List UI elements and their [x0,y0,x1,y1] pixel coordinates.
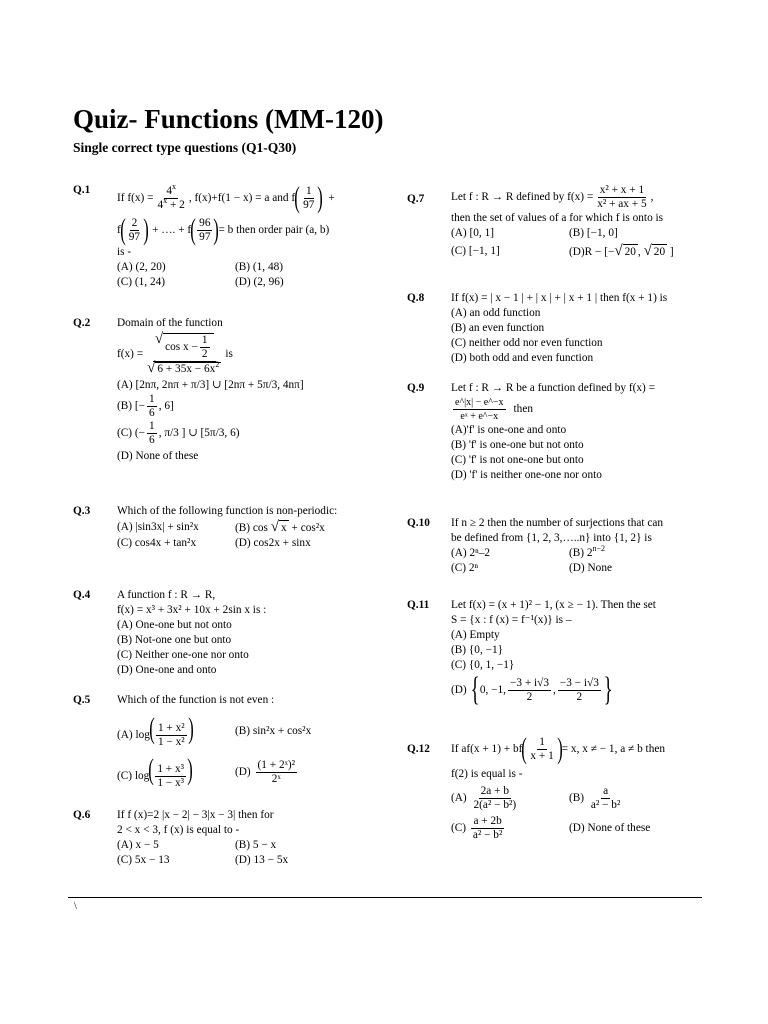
option-c: (C) [−1, 1] [451,245,500,257]
option-d: (D) None of these [117,450,199,462]
option-a: (A) [2nπ, 2nπ + π/3] ∪ [2nπ + 5π/3, 4nπ] [117,379,304,391]
option-b: (B) [− $\frac{1}{6}$ , 6] [117,393,174,419]
option-d: (D) (2, 96) [235,276,284,288]
options-row [117,520,362,536]
page-title: Quiz- Functions (MM-120) [73,104,384,134]
page-subtitle: Single correct type questions (Q1-Q30) [73,140,297,155]
option-a: (A) |sin3x| + sin²x [117,521,199,533]
question-number: Q.11 [407,599,430,611]
option-c: (C) Neither one-one nor onto [117,649,249,661]
fraction: $\frac{1}{97}$ [303,184,315,211]
option-a: (A) log( $\frac{\text{1 + x²}}{\text{1 − x²}}$ ) [117,712,194,748]
fraction: $\frac{2}{97}$ [128,216,141,243]
options-row [117,536,362,551]
option-b: (B) $\frac{a}{\text{a² − b²}}$ [569,785,621,811]
fraction: √ cos x − $\frac{1}{2}$ √ $6 + 35x - 6x^2$ [147,331,220,376]
question-number: Q.5 [73,694,91,706]
option-c: (C) 5x − 13 [117,854,170,866]
options-row [451,785,703,812]
option-b: (B) sin²x + cos²x [235,724,312,737]
option-a: (A) [0, 1] [451,227,494,239]
footer-mark: \ [74,901,77,912]
option-d: (D) both odd and even function [451,352,594,364]
options-row [451,561,703,576]
option-c: (C) 'f' is not one-one but onto [451,454,584,466]
option-c: (C) neither odd nor even function [451,337,603,349]
options-row [451,546,703,561]
options-row [117,853,365,868]
question-number: Q.3 [73,505,91,517]
option-c: (C) 2ⁿ [451,562,479,574]
option-b: (B) (1, 48) [235,261,284,273]
option-b: (B) an even function [451,322,545,334]
options-row [117,752,365,790]
options-row [117,714,365,749]
options-row [451,226,703,241]
option-b: (B) Not-one one but onto [117,634,232,646]
question-number: Q.12 [407,743,430,755]
option-a: (A) 2ⁿ–2 [451,547,491,559]
question-number: Q.4 [73,589,91,601]
option-b: (B) cos √ x + cos²x [235,519,325,535]
option-a: (A) x − 5 [117,839,159,851]
option-a: (A)'f' is one-one and onto [451,424,567,436]
fraction: $\frac{96}{97}$ [199,216,211,243]
question-number: Q.6 [73,809,91,821]
options-row [451,244,703,260]
fraction: $\frac{\text{x² + x + 1}}{\text{x² + ax + 5}}$ [597,184,647,210]
option-a: (A) Empty [451,629,500,641]
option-c: (C) (1, 24) [117,276,166,288]
option-a: (A) an odd function [451,307,541,319]
option-b: (B) {0, −1} [451,644,504,656]
option-b: (B) 'f' is one-one but not onto [451,439,584,451]
options-row [451,815,703,842]
option-d: (D) One-one and onto [117,664,217,676]
question-number: Q.9 [407,382,425,394]
question-number: Q.7 [407,193,425,205]
fraction: $\frac{e\^{}|x| - e\^{}-x}{\text{eˣ + e\textasciicircum{}−x}}$ [455,397,504,422]
option-d: (D) 13 − 5x [235,854,289,866]
option-d: (D) $\frac{\text{(1 + 2ˣ)²}}{\text{2ˣ}}$ [235,758,296,785]
options-row [117,838,365,853]
option-d: (D) None of these [569,822,651,834]
question-number: Q.1 [73,184,91,196]
option-d: (D) cos2x + sinx [235,537,311,549]
option-d: (D)R − [− √ 20 , √ 20 ] [569,243,674,259]
option-c: (C) log( $\frac{\text{1 + x³}}{\text{1 − x³}}$ ) [117,752,193,789]
option-a: (A) One-one but not onto [117,619,232,631]
option-c: (C) (− $\frac{1}{6}$ , π/3 ] ∪ [5π/3, 6) [117,420,240,446]
option-a: (A) $\frac{2a + b}{\text{2(a² − b²)}}$ [451,785,517,811]
option-d: (D) None [569,562,612,574]
option-c: (C) $\frac{a + 2b}{\text{a² − b²}}$ [451,815,503,841]
option-b: (B) [−1, 0] [569,227,618,239]
question-number: Q.2 [73,317,91,329]
fraction: $\frac{4^x}{4^x + 2}$ [157,181,185,211]
options-row [117,275,365,290]
options-row [117,260,365,275]
option-c: (C) cos4x + tan²x [117,537,197,549]
option-b: (B) $2^{n-2}$ [569,544,606,559]
question-number: Q.8 [407,292,425,304]
footer-divider [68,897,702,898]
option-a: (A) (2, 20) [117,261,166,273]
option-d: (D) { 0, −1, $\frac{-3 + i√3}{2}$ , $\frac{-3 - i√3}{2}$ } [451,671,613,708]
fraction: $\frac{1}{x + 1}$ [530,735,554,762]
option-b: (B) 5 − x [235,839,277,851]
option-d: (D) 'f' is neither one-one nor onto [451,469,602,481]
option-c: (C) {0, 1, −1} [451,659,515,671]
question-number: Q.10 [407,517,430,529]
